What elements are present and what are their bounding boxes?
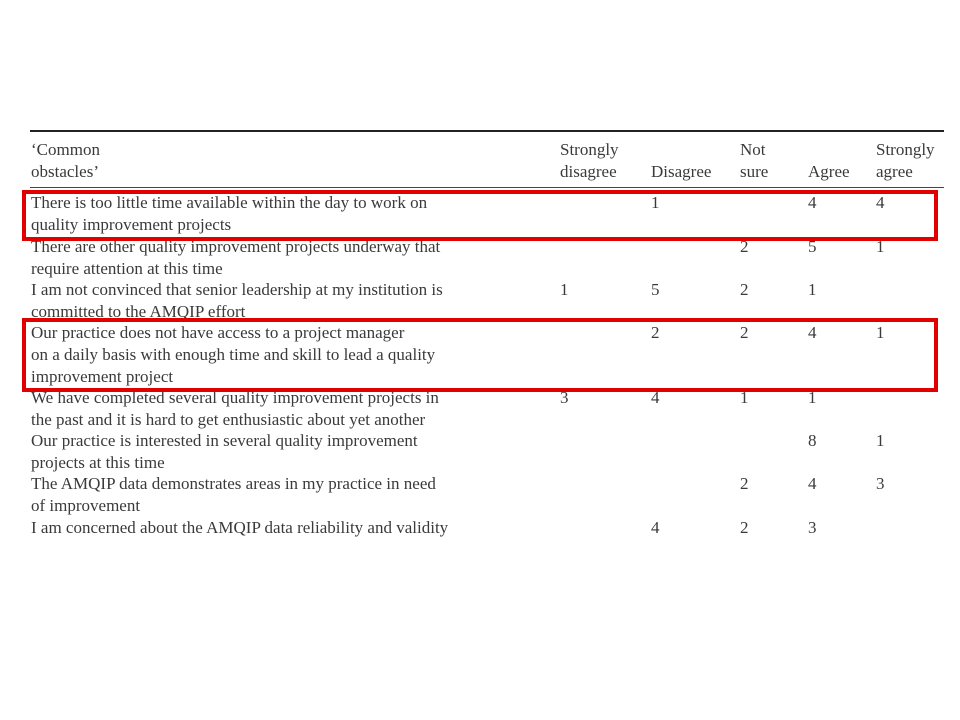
- obstacle-line: the past and it is hard to get enthusiastic about yet another: [31, 410, 426, 429]
- cell-not-sure: 2: [740, 323, 749, 342]
- table-row-obstacle: [31, 517, 448, 539]
- cell-strongly-agree: 1: [876, 323, 885, 342]
- table-row-obstacle: [31, 279, 443, 323]
- cell-not-sure: 2: [740, 474, 749, 493]
- obstacle-line: Our practice is interested in several quality improvement: [31, 431, 418, 450]
- cell-disagree: 4: [651, 388, 660, 407]
- cell-agree: 1: [808, 388, 817, 407]
- obstacle-line: Our practice does not have access to a project manager: [31, 323, 405, 342]
- header-agree: [808, 161, 850, 183]
- table-row-obstacle: [31, 236, 440, 280]
- obstacle-line: committed to the AMQIP effort: [31, 302, 246, 321]
- header-strongly-agree-line: agree: [876, 162, 913, 181]
- header-not-sure-line: sure: [740, 162, 769, 181]
- obstacle-line: on a daily basis with enough time and skill to lead a quality: [31, 345, 436, 364]
- table-top-rule: [30, 130, 944, 132]
- cell-strongly-disagree: 3: [560, 388, 569, 407]
- cell-strongly-agree: 3: [876, 474, 885, 493]
- obstacle-line: I am concerned about the AMQIP data reliability and validity: [31, 518, 449, 537]
- cell-disagree: 1: [651, 193, 660, 212]
- cell-agree: 4: [808, 474, 817, 493]
- header-obstacles-line: ‘Common: [31, 140, 100, 159]
- obstacle-line: of improvement: [31, 496, 141, 515]
- table-row-obstacle: [31, 192, 427, 236]
- cell-strongly-agree: 1: [876, 431, 885, 450]
- obstacle-line: I am not convinced that senior leadership at my institution is: [31, 280, 443, 299]
- cell-not-sure: 2: [740, 518, 749, 537]
- obstacle-line: There is too little time available within the day to work on: [31, 193, 428, 212]
- header-disagree: [651, 161, 711, 183]
- table-row-obstacle: [31, 430, 418, 474]
- header-strongly-disagree-line: disagree: [560, 162, 617, 181]
- cell-agree: 4: [808, 323, 817, 342]
- obstacle-line: There are other quality improvement projects underway that: [31, 237, 441, 256]
- cell-agree: 4: [808, 193, 817, 212]
- cell-strongly-disagree: 1: [560, 280, 569, 299]
- cell-strongly-agree: 4: [876, 193, 885, 212]
- cell-strongly-agree: 1: [876, 237, 885, 256]
- obstacle-line: require attention at this time: [31, 259, 223, 278]
- header-obstacles: [31, 139, 100, 183]
- header-strongly-agree-line: Strongly: [876, 140, 935, 159]
- table-header-rule: [30, 187, 944, 188]
- table-row-obstacle: [31, 322, 435, 388]
- header-disagree-line: Disagree: [651, 162, 712, 181]
- cell-disagree: 2: [651, 323, 660, 342]
- obstacle-line: quality improvement projects: [31, 215, 232, 234]
- header-obstacles-line: obstacles’: [31, 162, 99, 181]
- obstacle-line: improvement project: [31, 367, 174, 386]
- header-not-sure-line: Not: [740, 140, 766, 159]
- cell-agree: 1: [808, 280, 817, 299]
- header-strongly-disagree-line: Strongly: [560, 140, 619, 159]
- cell-agree: 8: [808, 431, 817, 450]
- cell-agree: 3: [808, 518, 817, 537]
- obstacle-line: projects at this time: [31, 453, 165, 472]
- cell-not-sure: 1: [740, 388, 749, 407]
- header-strongly-disagree: [560, 139, 619, 183]
- header-agree-line: Agree: [808, 162, 850, 181]
- table-row-obstacle: [31, 473, 436, 517]
- cell-disagree: 4: [651, 518, 660, 537]
- obstacle-line: The AMQIP data demonstrates areas in my practice in need: [31, 474, 436, 493]
- cell-agree: 5: [808, 237, 817, 256]
- cell-disagree: 5: [651, 280, 660, 299]
- cell-not-sure: 2: [740, 237, 749, 256]
- header-strongly-agree: [876, 139, 935, 183]
- header-not-sure: [740, 139, 768, 183]
- obstacle-line: We have completed several quality improvement projects in: [31, 388, 439, 407]
- cell-not-sure: 2: [740, 280, 749, 299]
- table-row-obstacle: [31, 387, 439, 431]
